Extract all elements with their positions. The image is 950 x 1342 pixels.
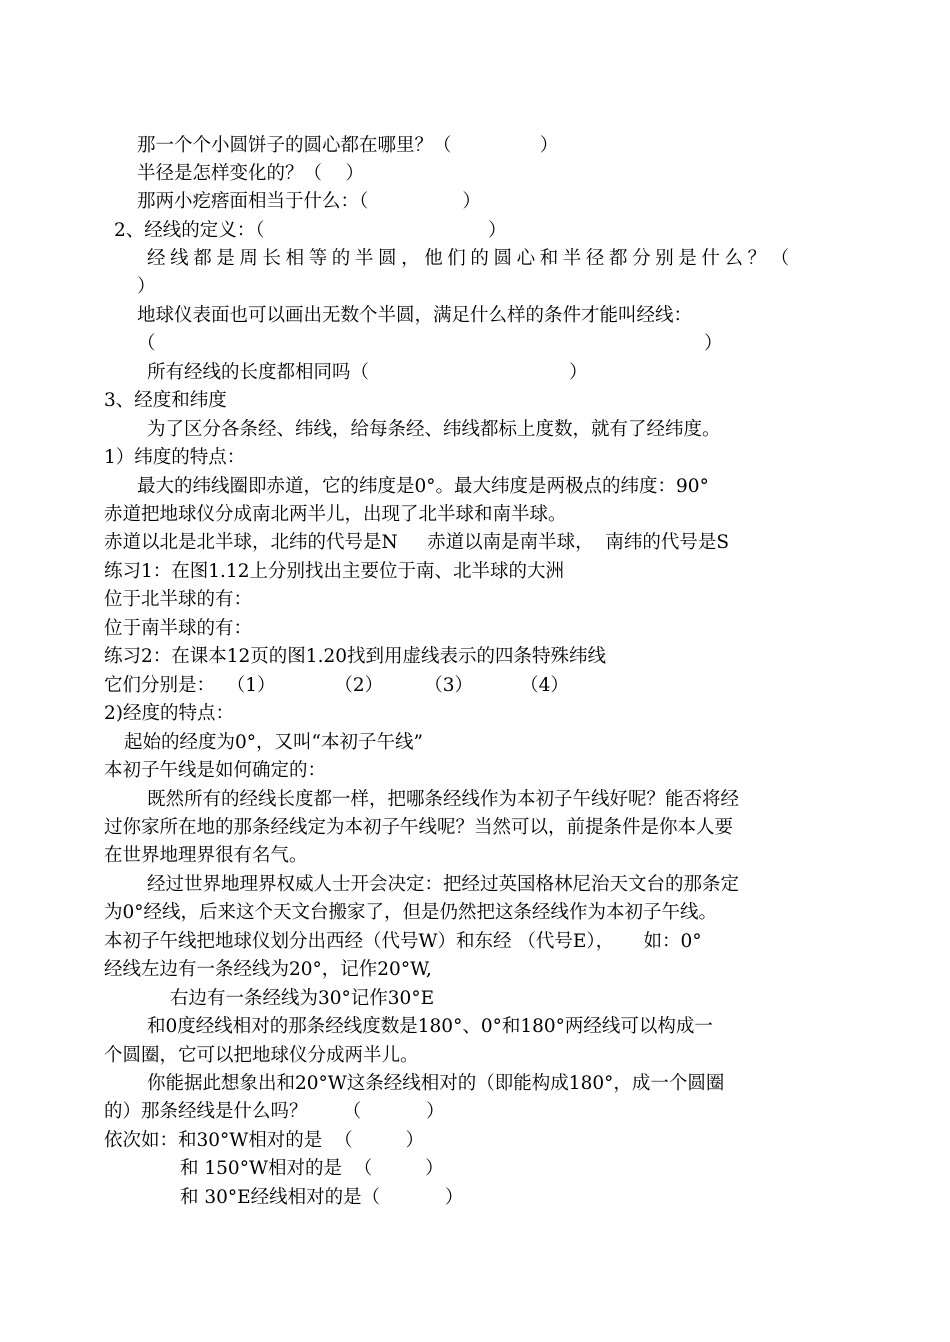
text-line: 那一个个小圆饼子的圆心都在哪里？（ ）	[137, 135, 559, 156]
text-line: 在世界地理界很有名气。	[104, 845, 308, 866]
text-line: 经线都是周长相等的半圆，他们的圆心和半径都分别是什么？（	[147, 248, 794, 269]
text-line: 为0°经线，后来这个天文台搬家了，但是仍然把这条经线作为本初子午线。	[104, 902, 718, 923]
text-line: 半径是怎样变化的？（ ）	[137, 163, 365, 184]
section-heading: 3、经度和纬度	[104, 390, 227, 411]
answer-blank-close: ）	[704, 333, 723, 354]
text-line: 它们分别是： （1） （2） （3） （4）	[104, 675, 569, 696]
exercise-line: 练习2：在课本12页的图1.20找到用虚线表示的四条特殊纬线	[104, 646, 607, 667]
text-line: 经线左边有一条经线为20°，记作20°W,	[104, 959, 432, 980]
text-line: 本初子午线是如何确定的：	[104, 760, 327, 781]
exercise-line: 练习1：在图1.12上分别找出主要位于南、北半球的大洲	[104, 561, 564, 582]
text-line: 和0度经线相对的那条经线度数是180°、0°和180°两经线可以构成一	[147, 1016, 713, 1037]
text-line: 和 150°W相对的是 （ ）	[180, 1158, 444, 1179]
text-line: 起始的经度为0°，又叫“本初子午线”	[124, 732, 423, 753]
text-line: 既然所有的经线长度都一样，把哪条经线作为本初子午线好呢？能否将经	[147, 789, 740, 810]
text-line: 本初子午线把地球仪划分出西经（代号W）和东经 （代号E）， 如：0°	[104, 931, 702, 952]
text-line: 的）那条经线是什么吗？ （ ）	[104, 1101, 445, 1122]
text-line: 赤道把地球仪分成南北两半儿，出现了北半球和南半球。	[104, 504, 567, 525]
text-line: 和 30°E经线相对的是（ ）	[180, 1187, 464, 1208]
answer-blank-open: （	[137, 333, 156, 354]
text-line: 为了区分各条经、纬线，给每条经、纬线都标上度数，就有了经纬度。	[147, 419, 721, 440]
text-line: 你能据此想象出和20°W这条经线相对的（即能构成180°，成一个圆圈	[147, 1073, 725, 1094]
text-line: ）	[137, 276, 156, 297]
text-line: 最大的纬线圈即赤道，它的纬度是0°。最大纬度是两极点的纬度：90°	[137, 476, 709, 497]
text-line: 所有经线的长度都相同吗（ ）	[147, 362, 588, 383]
text-line: 地球仪表面也可以画出无数个半圆，满足什么样的条件才能叫经线：	[137, 305, 693, 326]
text-line: 赤道以北是北半球，北纬的代号是N 赤道以南是南半球， 南纬的代号是S	[104, 532, 730, 553]
section-heading: 2、经线的定义：（ ）	[114, 220, 507, 241]
text-line: 依次如：和30°W相对的是 （ ）	[104, 1130, 424, 1151]
text-line: 过你家所在地的那条经线定为本初子午线呢？当然可以，前提条件是你本人要	[104, 817, 734, 838]
text-line: 个圆圈，它可以把地球仪分成两半儿。	[104, 1045, 419, 1066]
subsection-heading: 1）纬度的特点：	[104, 447, 246, 468]
text-line: 经过世界地理界权威人士开会决定：把经过英国格林尼治天文台的那条定	[147, 874, 740, 895]
text-line: 位于南半球的有：	[104, 618, 253, 639]
text-line: 位于北半球的有：	[104, 589, 253, 610]
text-line: 右边有一条经线为30°记作30°E	[170, 988, 435, 1009]
subsection-heading: 2)经度的特点：	[104, 703, 234, 724]
text-line: 那两小疙瘩面相当于什么：（ ）	[137, 191, 481, 212]
